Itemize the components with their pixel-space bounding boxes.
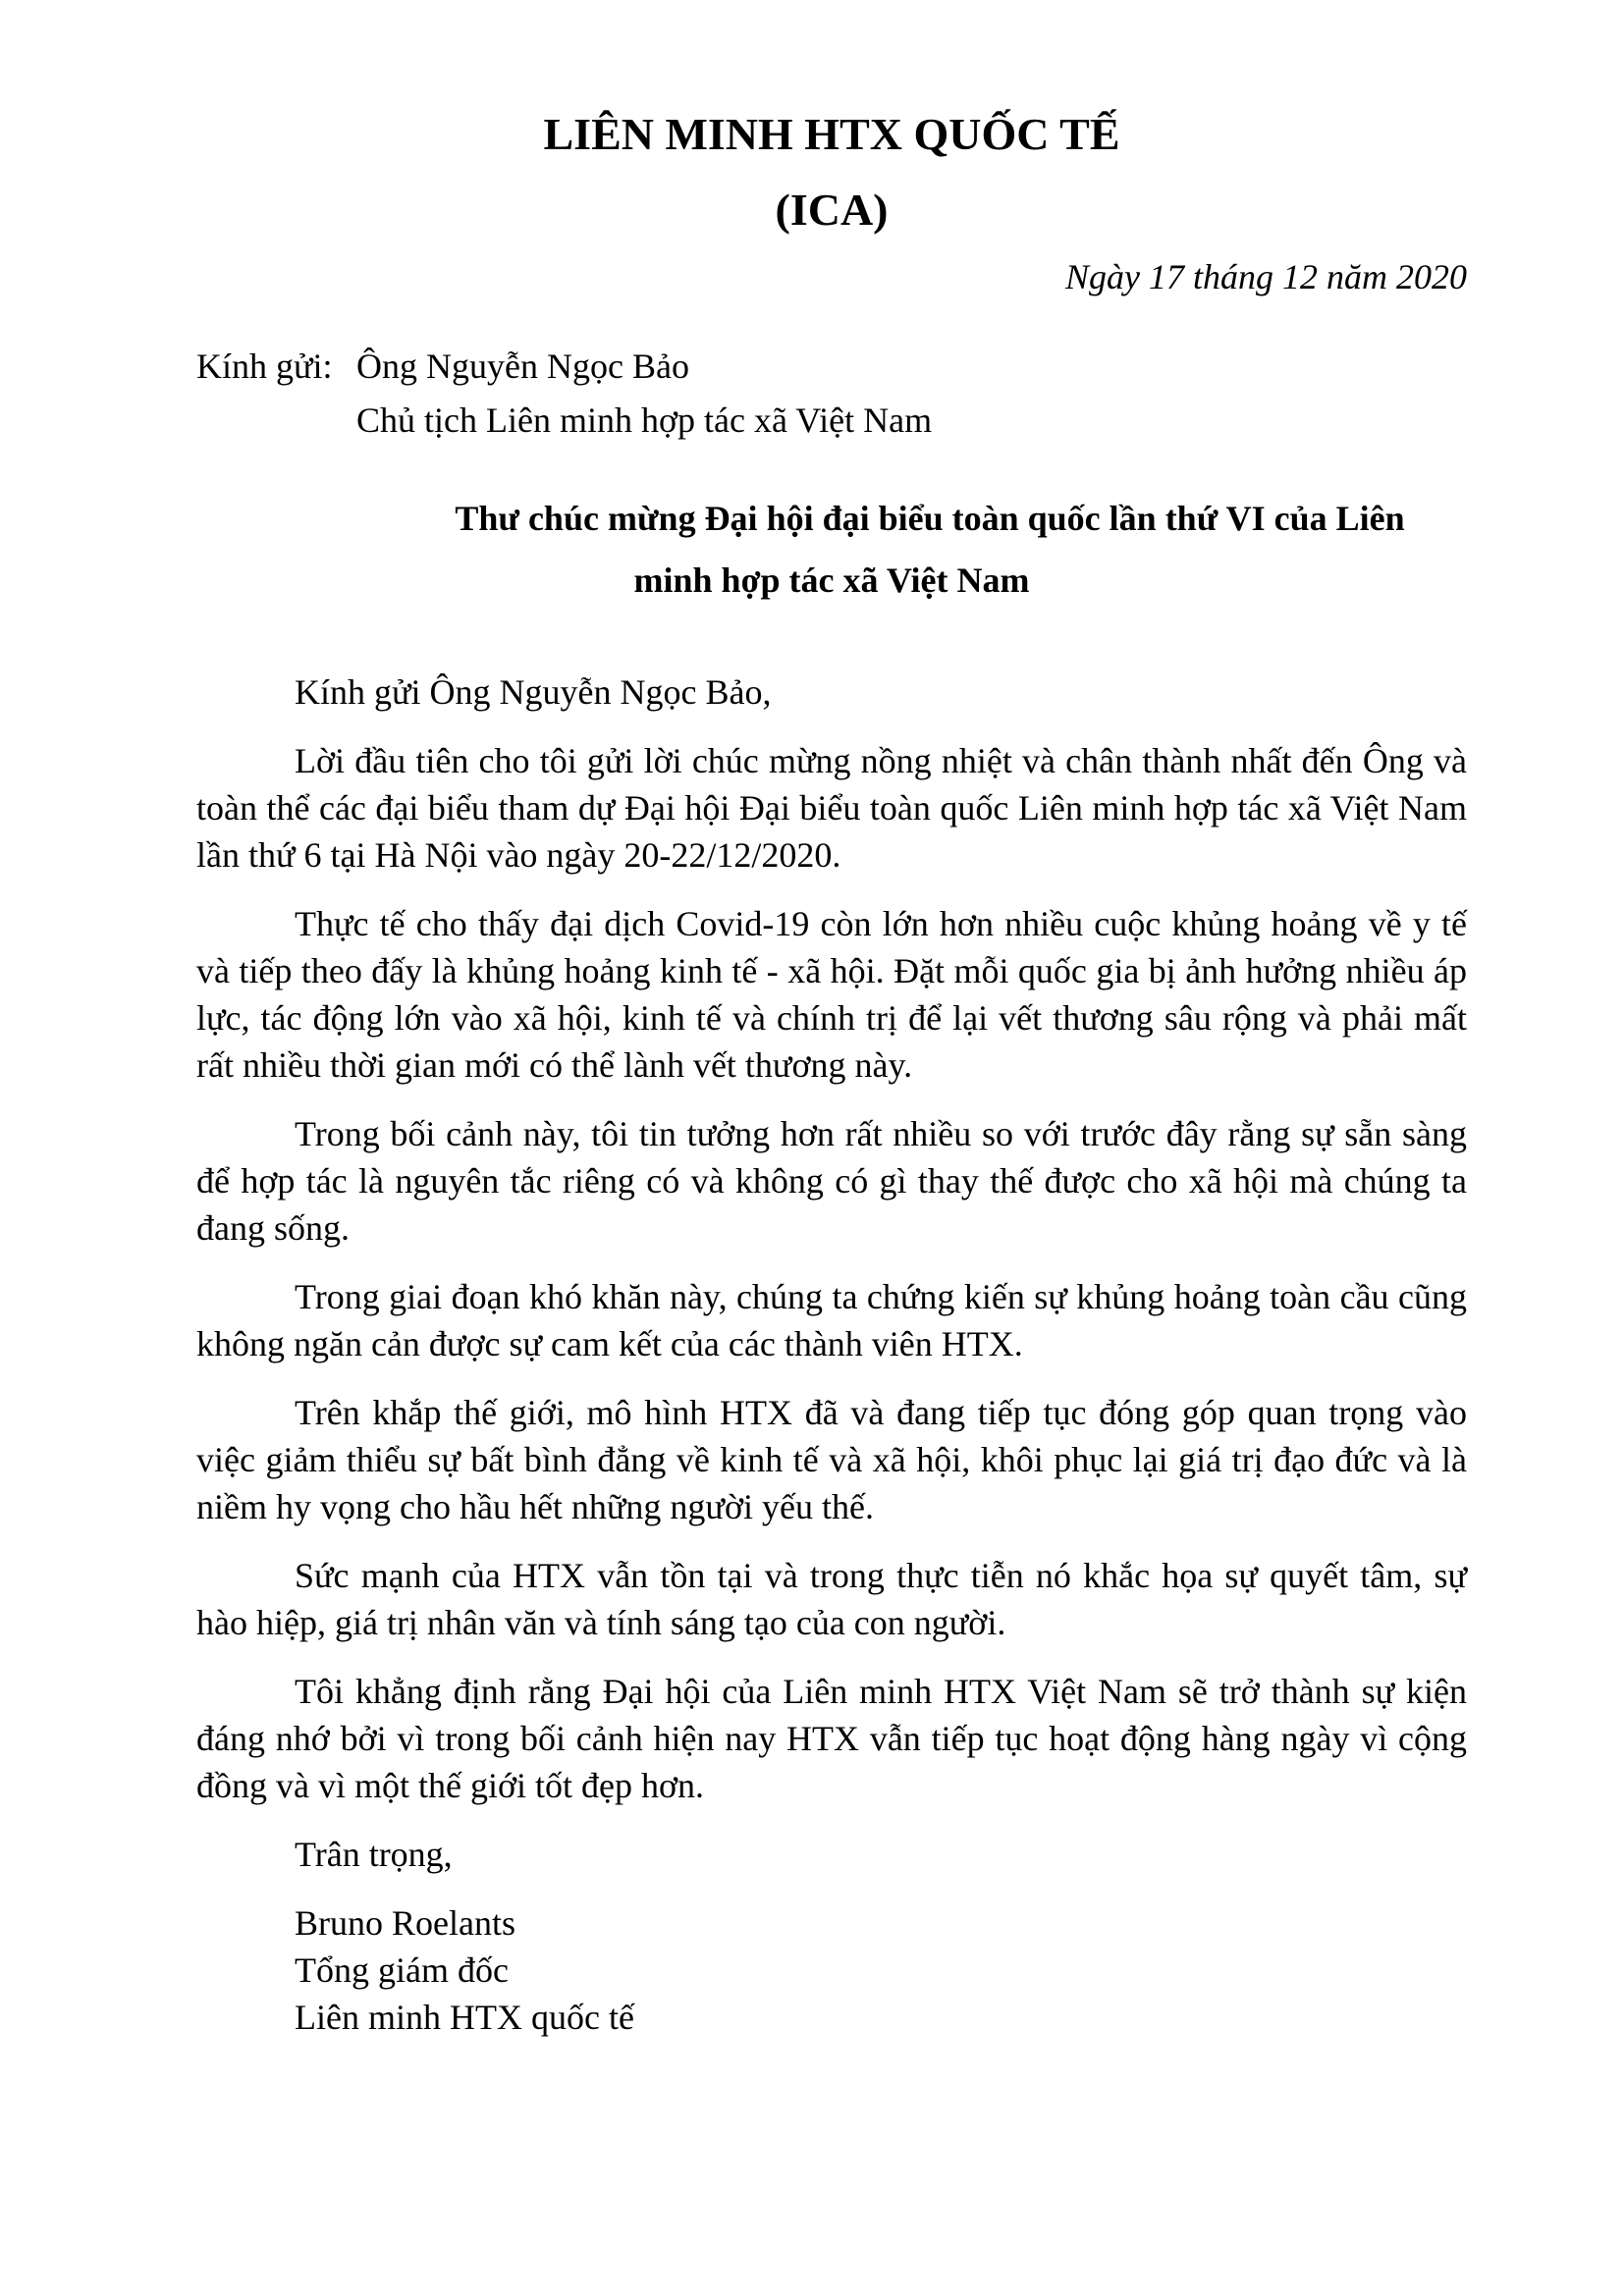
- paragraph-1: Lời đầu tiên cho tôi gửi lời chúc mừng nồng nhiệt và chân thành nhất đến Ông và toàn thể các đại biểu tham dự Đại hội Đại biểu toàn quốc Liên minh hợp tác xã Việt Nam lần thứ 6 tại Hà Nội vào ngày 20-22/12/2020.: [196, 741, 1467, 875]
- letter-subject: [196, 488, 1467, 612]
- subject-line-1: Thư chúc mừng Đại hội đại biểu toàn quốc lần thứ VI của Liên: [455, 499, 1405, 538]
- recipient-block: [196, 340, 1467, 448]
- paragraph-6: Sức mạnh của HTX vẫn tồn tại và trong thực tiễn nó khắc họa sự quyết tâm, sự hào hiệp, giá trị nhân văn và tính sáng tạo của con người.: [196, 1556, 1467, 1642]
- paragraph-2: Thực tế cho thấy đại dịch Covid-19 còn lớn hơn nhiều cuộc khủng hoảng về y tế và tiếp theo đấy là khủng hoảng kinh tế - xã hội. Đặt mỗi quốc gia bị ảnh hưởng nhiều áp lực, tác động lớn vào xã hội, kinh tế và chính trị để lại vết thương sâu rộng và phải mất rất nhiều thời gian mới có thể lành vết thương này.: [196, 904, 1467, 1085]
- paragraph-7: Tôi khẳng định rằng Đại hội của Liên minh HTX Việt Nam sẽ trở thành sự kiện đáng nhớ bởi vì trong bối cảnh hiện nay HTX vẫn tiếp tục hoạt động hàng ngày vì cộng đồng và vì một thế giới tốt đẹp hơn.: [196, 1672, 1467, 1805]
- date-line: Ngày 17 tháng 12 năm 2020: [1065, 257, 1467, 296]
- paragraph-5: Trên khắp thế giới, mô hình HTX đã và đang tiếp tục đóng góp quan trọng vào việc giảm thiểu sự bất bình đẳng về kinh tế và xã hội, khôi phục lại giá trị đạo đức và là niềm hy vọng cho hầu hết những người yếu thế.: [196, 1393, 1467, 1526]
- recipient-label: Kính gửi:: [196, 347, 333, 386]
- signature-block: [196, 1899, 1467, 2041]
- signature-role: Tổng giám đốc: [295, 1950, 509, 1990]
- signature-name: Bruno Roelants: [295, 1903, 515, 1943]
- closing: Trân trọng,: [295, 1835, 453, 1874]
- recipient-name: Ông Nguyễn Ngọc Bảo: [356, 347, 689, 386]
- org-abbreviation: (ICA): [775, 185, 889, 235]
- paragraph-4: Trong giai đoạn khó khăn này, chúng ta chứng kiến sự khủng hoảng toàn cầu cũng không ngăn cản được sự cam kết của các thành viên HTX.: [196, 1277, 1467, 1363]
- org-name: LIÊN MINH HTX QUỐC TẾ: [543, 109, 1120, 159]
- recipient-line: [196, 340, 1467, 394]
- signature-org: Liên minh HTX quốc tế: [295, 1998, 634, 2037]
- salutation: Kính gửi Ông Nguyễn Ngọc Bảo,: [295, 672, 772, 712]
- paragraph-3: Trong bối cảnh này, tôi tin tưởng hơn rất nhiều so với trước đây rằng sự sẵn sàng để hợp tác là nguyên tắc riêng có và không có gì thay thế được cho xã hội mà chúng ta đang sống.: [196, 1114, 1467, 1248]
- recipient-title: Chủ tịch Liên minh hợp tác xã Việt Nam: [356, 400, 933, 440]
- subject-line-2: minh hợp tác xã Việt Nam: [633, 561, 1030, 600]
